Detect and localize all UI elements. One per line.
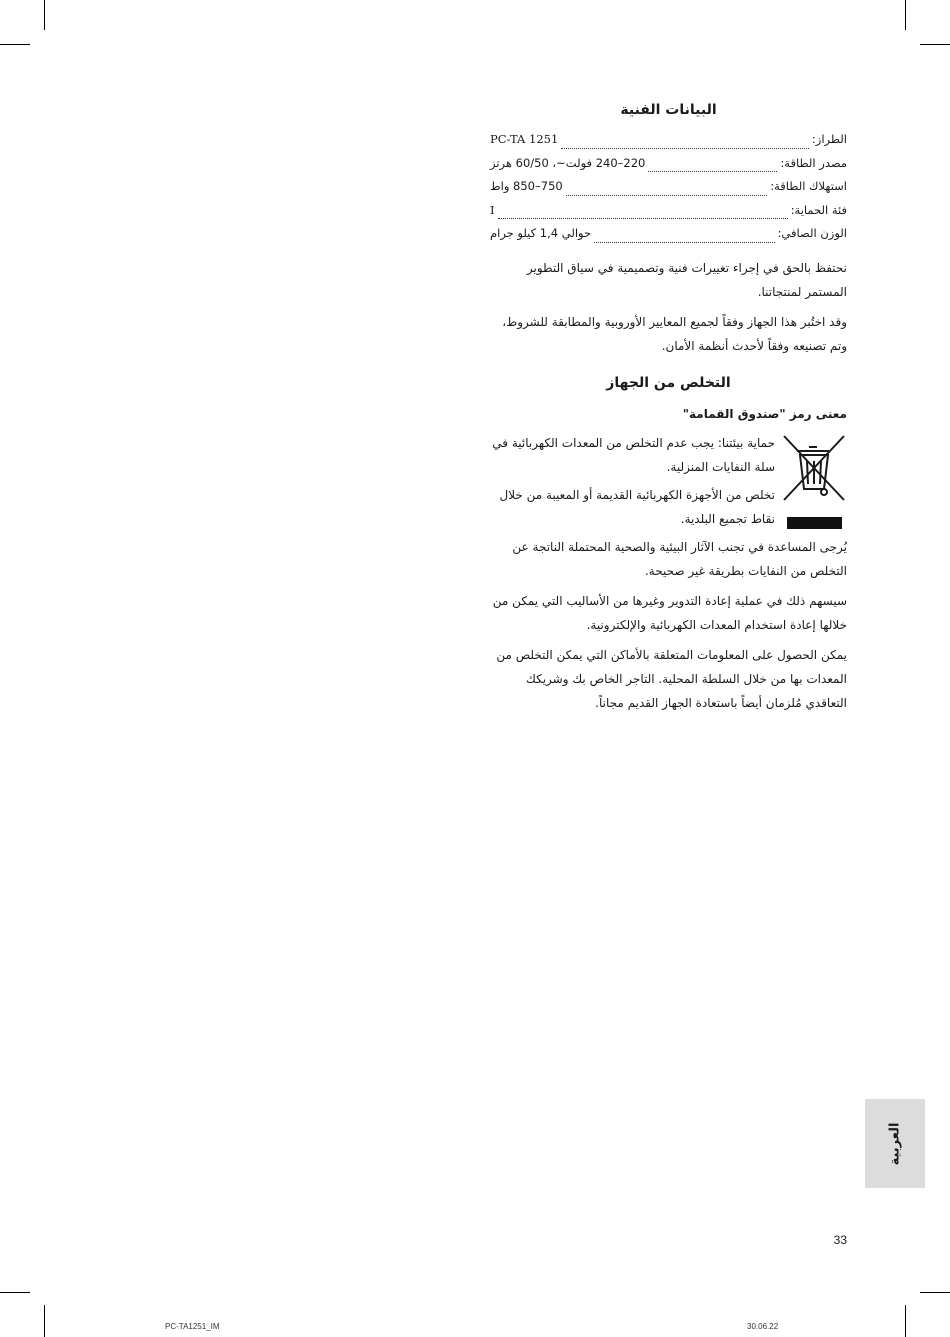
language-tab — [865, 1099, 925, 1188]
leader-dots — [594, 241, 774, 243]
spec-row-power-consumption — [490, 179, 847, 203]
spec-label: استهلاك الطاقة: — [770, 179, 847, 193]
footer-doc-id: PC-TA1251_IM — [165, 1322, 220, 1331]
technical-note-changes: نحتفظ بالحق في إجراء تغييرات فنية وتصميمية في سياق التطوير المستمر لمنتجاتنا. — [526, 260, 847, 299]
spec-label: الوزن الصافي: — [777, 226, 847, 240]
crop-mark — [920, 44, 950, 45]
spec-row-protection-class — [490, 203, 847, 227]
leader-dots — [561, 147, 809, 149]
disposal-section — [490, 375, 847, 715]
technical-data-section — [490, 102, 847, 358]
spec-value: 750–850 واط — [490, 179, 563, 193]
crop-mark — [0, 44, 30, 45]
spec-row-net-weight — [490, 226, 847, 250]
bin-bullet-collection: تخلص من الأجهزة الكهربائية القديمة أو المعيبة من خلال نقاط تجميع البلدية. — [499, 488, 775, 526]
spec-value: 220–240 فولت~، 60/50 هرتز — [490, 155, 646, 170]
crop-mark — [905, 0, 906, 30]
spec-value: حوالي 1,4 كيلو جرام — [490, 226, 592, 240]
technical-data-title: البيانات الفنية — [620, 102, 717, 118]
crop-mark — [920, 1292, 950, 1293]
leader-dots — [566, 194, 768, 196]
page-number: 33 — [833, 1233, 847, 1247]
crop-mark — [0, 1292, 30, 1293]
bin-bullet-household: حماية بيئتنا: يجب عدم التخلص من المعدات الكهربائية في سلة النفايات المنزلية. — [492, 436, 775, 474]
leader-dots — [498, 217, 788, 219]
spec-value: I — [490, 202, 495, 217]
spec-row-power-supply — [490, 156, 847, 180]
disposal-paragraph-recycling: سيسهم ذلك في عملية إعادة التدوير وغيرها من الأساليب التي يمكن من خلالها إعادة استخدام المعدات الكهربائية والإلكترونية. — [492, 594, 847, 632]
disposal-paragraph-health: يُرجى المساعدة في تجنب الآثار البيئية والصحية المحتملة الناتجة عن التخلص من النفايات بطريقة غير صحيحة. — [512, 540, 847, 578]
technical-note-standards: وقد اختُبر هذا الجهاز وفقاً لجميع المعايير الأوروبية والمطابقة للشروط، وتم تصنيعه وفقاً لأحدث أنظمة الأمان. — [502, 314, 847, 353]
spec-label: فئة الحماية: — [790, 202, 847, 217]
bin-bullets — [490, 431, 775, 531]
spec-label: مصدر الطاقة: — [780, 155, 847, 170]
crossed-out-wheelie-bin-icon — [781, 433, 847, 531]
crop-mark — [44, 0, 45, 30]
spec-label: الطراز: — [811, 132, 847, 146]
crop-mark — [905, 1305, 906, 1337]
bin-symbol-heading: معنى رمز "صندوق القمامة" — [682, 407, 847, 421]
language-tab-label: العربية — [887, 1122, 903, 1165]
footer-date: 30.06.22 — [747, 1322, 779, 1331]
leader-dots — [648, 170, 777, 172]
spec-row-model — [490, 132, 847, 156]
crop-mark — [44, 1305, 45, 1337]
disposal-title: التخلص من الجهاز — [606, 375, 731, 391]
disposal-paragraph-authority: يمكن الحصول على المعلومات المتعلقة بالأماكن التي يمكن التخلص من المعدات بها من خلال السلطة المحلية. التاجر الخاص بك وشريكك التعاقدي مُلزمان أيضاً باستعادة الجهاز القديم مجاناً. — [496, 648, 847, 710]
spec-value: PC-TA 1251 — [490, 132, 559, 146]
